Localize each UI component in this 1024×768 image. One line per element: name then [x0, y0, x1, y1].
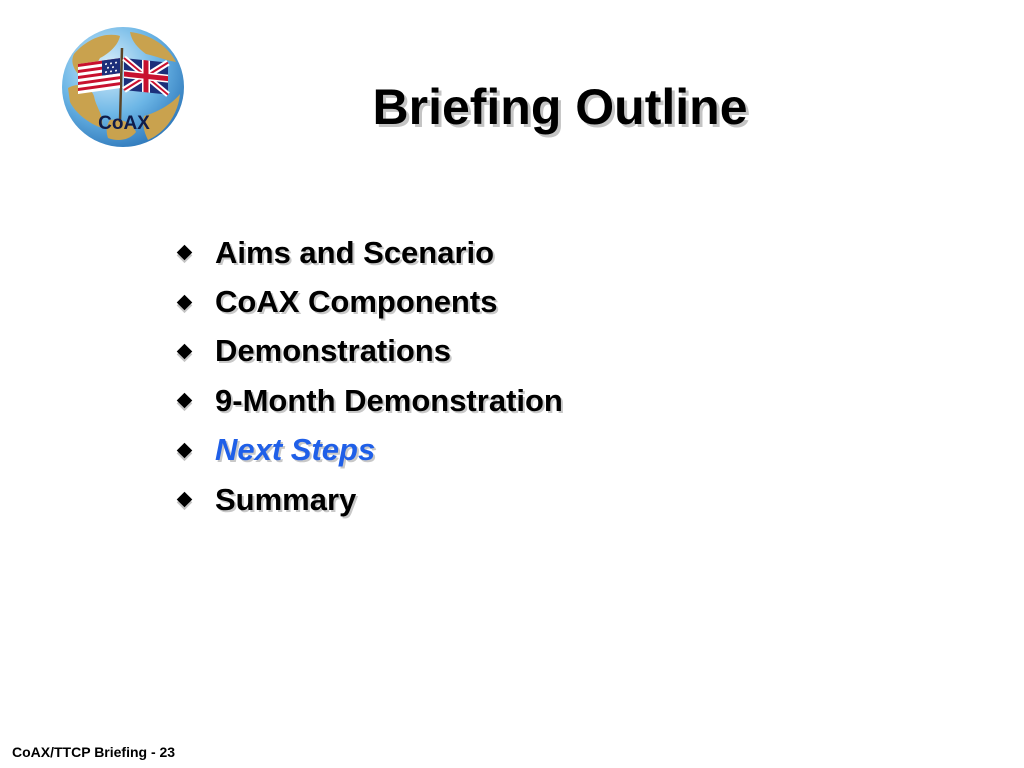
- diamond-bullet-icon: [177, 393, 193, 409]
- outline-item-summary: [176, 475, 563, 524]
- outline-item-label: Summary: [215, 481, 357, 517]
- outline-list: [176, 228, 563, 524]
- outline-item-coax-components: [176, 277, 563, 326]
- outline-item-label: 9-Month Demonstration: [215, 382, 563, 418]
- outline-item-next-steps: [176, 426, 563, 475]
- logo-text: CoAX: [98, 113, 150, 134]
- outline-item-label: Demonstrations: [215, 333, 451, 369]
- slide-footer: CoAX/TTCP Briefing - 23: [12, 744, 176, 760]
- coax-logo-icon: [60, 24, 188, 150]
- slide-title: Briefing Outline: [372, 79, 748, 135]
- diamond-bullet-icon: [177, 442, 193, 458]
- diamond-bullet-icon: [177, 344, 193, 360]
- diamond-bullet-icon: [177, 492, 193, 508]
- outline-item-aims-and-scenario: [176, 228, 563, 277]
- outline-item-label: CoAX Components: [215, 284, 498, 320]
- outline-item-label: Aims and Scenario: [215, 234, 495, 270]
- outline-item-label-current: Next Steps: [215, 432, 376, 468]
- diamond-bullet-icon: [177, 245, 193, 261]
- outline-item-9-month-demonstration: [176, 376, 563, 425]
- outline-item-demonstrations: [176, 327, 563, 376]
- diamond-bullet-icon: [177, 294, 193, 310]
